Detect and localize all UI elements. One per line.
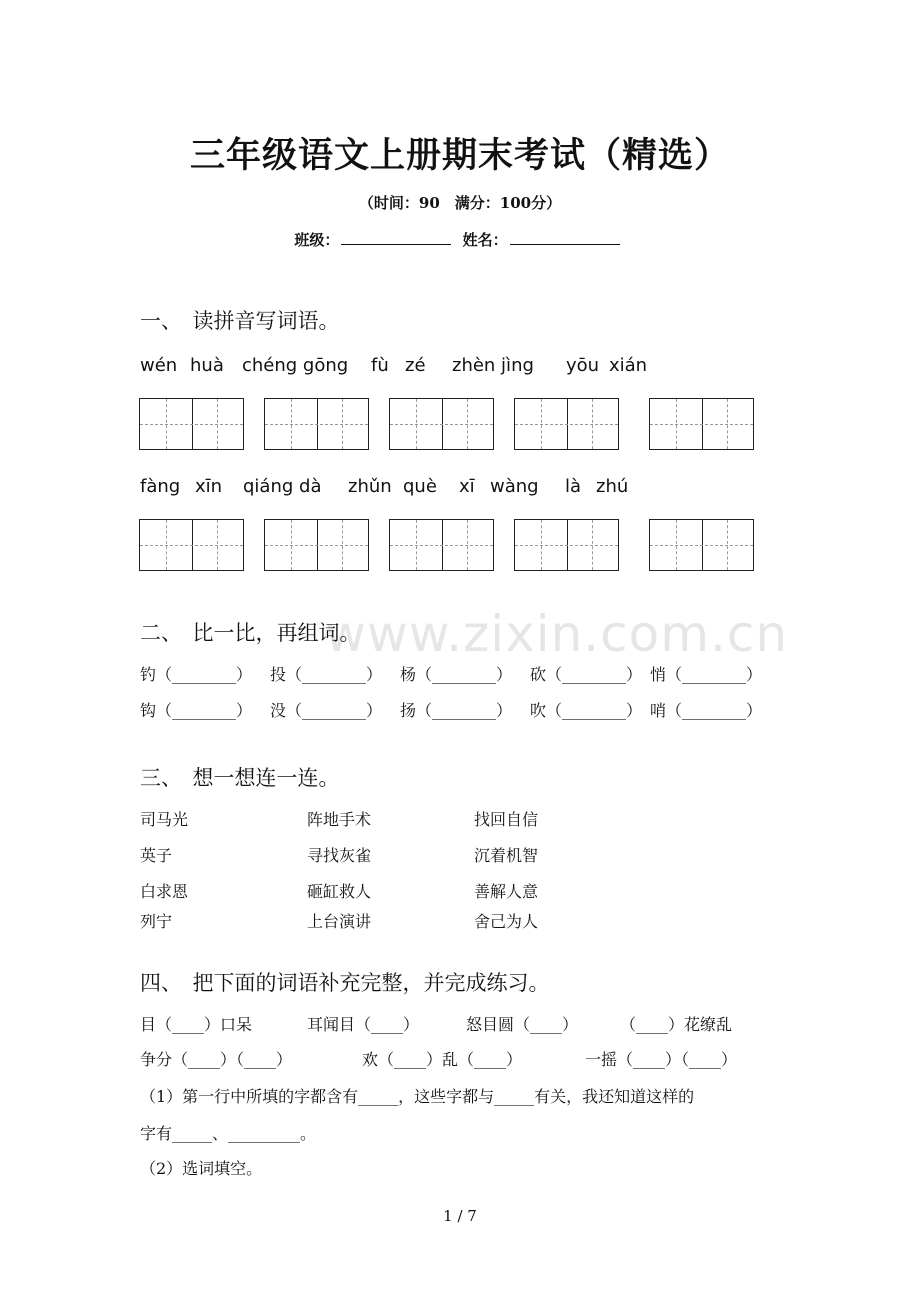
writing-grid[interactable] bbox=[514, 398, 619, 450]
pinyin: zhèn jìng bbox=[452, 355, 534, 376]
idiom-item[interactable]: 一摇（____）（____） bbox=[585, 1050, 738, 1069]
writing-grid[interactable] bbox=[649, 398, 754, 450]
match-item[interactable]: 阵地手术 bbox=[307, 810, 372, 829]
pinyin: què bbox=[403, 476, 437, 497]
name-label: 姓名： bbox=[462, 231, 508, 249]
section2-heading: 二、 比一比，再组词。 bbox=[140, 621, 361, 645]
class-name-line bbox=[0, 229, 920, 250]
writing-grid[interactable] bbox=[264, 519, 369, 571]
match-item[interactable]: 列宁 bbox=[140, 912, 173, 931]
pinyin: zhǔn bbox=[348, 476, 392, 497]
match-item[interactable]: 沉着机智 bbox=[474, 846, 539, 865]
pinyin: fàng bbox=[140, 476, 181, 497]
writing-grid[interactable] bbox=[514, 519, 619, 571]
match-item[interactable]: 白求恩 bbox=[140, 882, 189, 901]
pinyin: chéng gōng bbox=[242, 355, 349, 376]
compare-item[interactable]: 砍（________） bbox=[530, 665, 643, 684]
compare-item[interactable]: 投（________） bbox=[270, 665, 383, 684]
match-item[interactable]: 舍己为人 bbox=[474, 912, 539, 931]
question-text: （2）选词填空。 bbox=[140, 1159, 263, 1178]
pinyin: zé bbox=[405, 355, 426, 376]
match-item[interactable]: 英子 bbox=[140, 846, 173, 865]
pinyin: xī bbox=[459, 476, 475, 497]
compare-item[interactable]: 悄（________） bbox=[650, 665, 763, 684]
pinyin: wàng bbox=[490, 476, 539, 497]
pinyin: huà bbox=[190, 355, 224, 376]
pinyin: yōu bbox=[566, 355, 600, 376]
idiom-item[interactable]: （____）花缭乱 bbox=[620, 1015, 733, 1034]
name-blank[interactable] bbox=[510, 230, 620, 245]
pinyin: wén bbox=[140, 355, 178, 376]
class-blank[interactable] bbox=[341, 230, 451, 245]
pinyin: là bbox=[565, 476, 582, 497]
exam-meta: （时间：90 满分：100分） bbox=[358, 194, 562, 212]
match-item[interactable]: 善解人意 bbox=[474, 882, 539, 901]
writing-grid[interactable] bbox=[264, 398, 369, 450]
section1-heading: 一、 读拼音写词语。 bbox=[140, 309, 340, 333]
compare-item[interactable]: 没（________） bbox=[270, 701, 383, 720]
writing-grid[interactable] bbox=[139, 398, 244, 450]
compare-item[interactable]: 钩（________） bbox=[140, 701, 253, 720]
match-item[interactable]: 上台演讲 bbox=[307, 912, 372, 931]
match-item[interactable]: 司马光 bbox=[140, 810, 189, 829]
question-text: 字有_____、_________。 bbox=[140, 1124, 317, 1143]
idiom-item[interactable]: 争分（____）（____） bbox=[140, 1050, 293, 1069]
pinyin: qiáng dà bbox=[243, 476, 322, 497]
compare-item[interactable]: 扬（________） bbox=[400, 701, 513, 720]
compare-item[interactable]: 杨（________） bbox=[400, 665, 513, 684]
idiom-item[interactable]: 耳闻目（____） bbox=[307, 1015, 420, 1034]
match-item[interactable]: 砸缸救人 bbox=[307, 882, 372, 901]
compare-item[interactable]: 吹（________） bbox=[530, 701, 643, 720]
writing-grid[interactable] bbox=[649, 519, 754, 571]
pinyin: fù bbox=[371, 355, 389, 376]
match-item[interactable]: 找回自信 bbox=[474, 810, 539, 829]
class-label: 班级： bbox=[294, 231, 340, 249]
compare-item[interactable]: 哨（________） bbox=[650, 701, 763, 720]
writing-grid[interactable] bbox=[139, 519, 244, 571]
idiom-item[interactable]: 怒目圆（____） bbox=[466, 1015, 579, 1034]
pinyin: zhú bbox=[596, 476, 629, 497]
page-title: 三年级语文上册期末考试（精选） bbox=[189, 135, 730, 176]
page-number: 1 / 7 bbox=[443, 1207, 477, 1225]
section4-heading: 四、 把下面的词语补充完整，并完成练习。 bbox=[140, 971, 550, 995]
idiom-item[interactable]: 目（____）口呆 bbox=[140, 1015, 253, 1034]
writing-grid[interactable] bbox=[389, 398, 494, 450]
idiom-item[interactable]: 欢（____）乱（____） bbox=[362, 1050, 523, 1069]
watermark: www.zixin.com.cn bbox=[325, 605, 789, 663]
pinyin: xián bbox=[609, 355, 648, 376]
section3-heading: 三、 想一想连一连。 bbox=[140, 766, 340, 790]
compare-item[interactable]: 钓（________） bbox=[140, 665, 253, 684]
match-item[interactable]: 寻找灰雀 bbox=[307, 846, 372, 865]
question-text: （1）第一行中所填的字都含有_____，这些字都与_____有关，我还知道这样的 bbox=[140, 1087, 695, 1106]
pinyin: xīn bbox=[195, 476, 223, 497]
writing-grid[interactable] bbox=[389, 519, 494, 571]
